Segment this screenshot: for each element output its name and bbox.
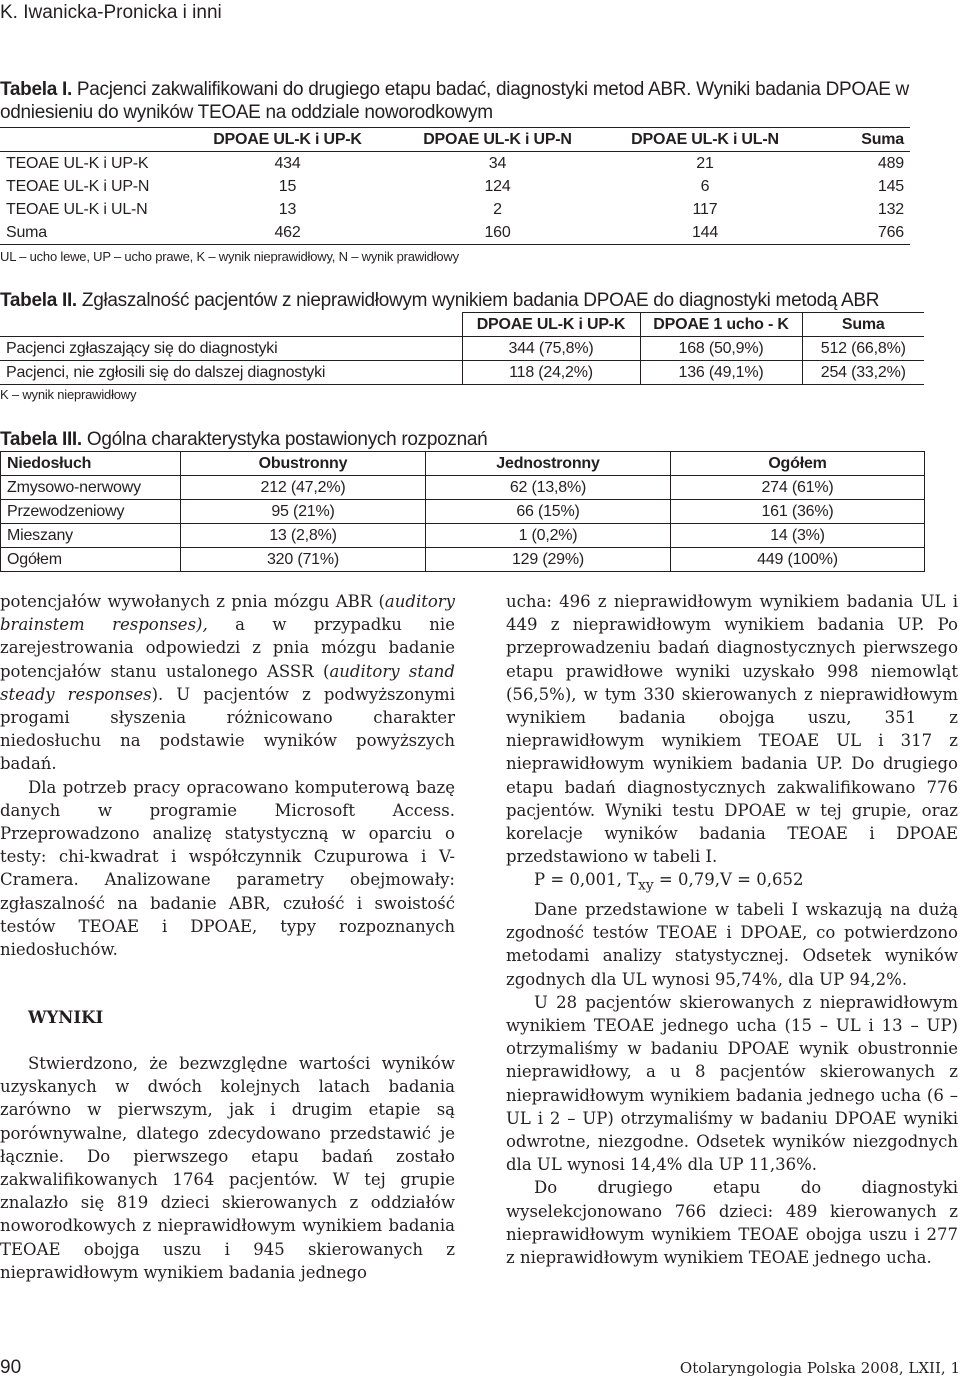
table1-header-cell: Suma — [800, 128, 910, 152]
table2-cell: 254 (33,2%) — [802, 361, 924, 385]
table1 — [0, 127, 910, 245]
text-run-italic: auditory brainstem responses), — [0, 592, 455, 635]
section-heading: WYNIKI — [28, 1008, 104, 1027]
table1-cell: 160 — [385, 221, 610, 245]
paragraph: Dla potrzeb pracy opracowano komputerową bazę danych w programie Microsoft Access. Przeprowadzono analizę statystyczną w oparciu o testy: chi-kwadrat i współczynnik Czupurowa i V-Cramera. Analizowane parametry obejmowały: zgłaszalność na badanie ABR, czułość i swoistość testów TEOAE i DPOAE, typy rozpoznanych niedosłuchów. — [0, 777, 455, 960]
journal-reference: Otolaryngologia Polska 2008, LXII, 1 — [679, 1359, 960, 1377]
table1-header-row — [0, 128, 910, 152]
table2-header-cell — [0, 313, 462, 337]
table1-cell: 144 — [610, 221, 800, 245]
table-row — [0, 198, 910, 221]
table3-header-cell: Jednostronny — [426, 452, 671, 476]
table-row — [0, 152, 910, 176]
table3-caption — [0, 428, 960, 451]
table1-caption — [0, 78, 960, 124]
table3-label: Tabela III. — [0, 429, 82, 450]
table3-header-cell: Ogółem — [671, 452, 925, 476]
table1-label: Tabela I. — [0, 79, 72, 100]
table2-caption-text: Zgłaszalność pacjentów z nieprawidłowym wynikiem badania DPOAE do diagnostyki metodą ABR — [81, 290, 880, 311]
table1-cell: 766 — [800, 221, 910, 245]
paragraph — [0, 590, 455, 776]
table2-cell: 512 (66,8%) — [802, 337, 924, 361]
table1-cell: 124 — [484, 177, 511, 195]
table-row — [0, 361, 924, 385]
table-row — [1, 500, 925, 524]
table3-cell: 212 (47,2%) — [181, 476, 426, 500]
table-row — [0, 221, 910, 245]
table3-header-cell: Obustronny — [181, 452, 426, 476]
table1-cell: 21 — [696, 154, 714, 172]
left-column — [0, 590, 455, 961]
text-run: potencjałów wywołanych z pnia mózgu ABR ( — [0, 592, 385, 611]
table3-cell: Zmysowo-nerwowy — [1, 476, 181, 500]
table-row — [1, 524, 925, 548]
table2-header-cell: DPOAE 1 ucho - K — [640, 313, 802, 337]
table1-cell: 2 — [493, 200, 502, 218]
formula-text: P = 0,001, T — [534, 870, 639, 890]
table2-cell: 168 (50,9%) — [640, 337, 802, 361]
table2-cell: 344 (75,8%) — [462, 337, 640, 361]
text-run: a w przypadku nie zarejestrowania odpowiedzi z pnia mózgu badanie potencjałów stanu ustalonego ASSR ( — [0, 615, 455, 681]
table1-cell: 462 — [190, 221, 385, 245]
running-head: K. Iwanicka-Pronicka i inni — [0, 2, 222, 23]
table3-cell: 13 (2,8%) — [181, 524, 426, 548]
table3-cell: 14 (3%) — [671, 524, 925, 548]
table2-caption — [0, 289, 960, 312]
table2-cell: 118 (24,2%) — [462, 361, 640, 385]
table1-cell: TEOAE UL-K i UP-K — [6, 154, 149, 172]
table2-cell: Pacjenci zgłaszający się do diagnostyki — [0, 337, 462, 361]
table1-cell: TEOAE UL-K i UL-N — [6, 200, 148, 218]
paragraph: Do drugiego etapu do diagnostyki wyselekcjonowano 766 dzieci: 489 kierowanych z nieprawidłowym wynikiem TEOAE obojga uszu i 277 z nieprawidłowym wynikiem TEOAE jednego ucha. — [506, 1178, 958, 1267]
table3 — [0, 451, 925, 572]
paragraph: Stwierdzono, że bezwzględne wartości wyników uzyskanych w dwóch kolejnych latach badania zarówno w pierwszym, jak i drugim etapie są porównywalne, dlatego zdecydowano przedstawić je łącznie. Do pierwszego etapu badań zostało zakwalifikowanych 1764 pacjentów. W tej grupie znalazło się 819 dzieci skierowanych z oddziałów noworodkowych z nieprawidłowym wynikiem badania TEOAE obojga uszu i 945 skierowanych z nieprawidłowym wynikiem badania jednego — [0, 1054, 455, 1282]
table-row — [1, 548, 925, 572]
table3-header-cell: Niedosłuch — [1, 452, 181, 476]
right-column — [506, 590, 958, 1269]
table1-header-cell — [0, 128, 190, 152]
table3-cell: Przewodzeniowy — [1, 500, 181, 524]
table-row — [0, 175, 910, 198]
table2-cell: Pacjenci, nie zgłosili się do dalszej diagnostyki — [0, 361, 462, 385]
table1-cell: 6 — [700, 177, 710, 195]
table3-cell: 95 (21%) — [181, 500, 426, 524]
formula — [506, 868, 958, 898]
table2-header-cell: DPOAE UL-K i UP-K — [462, 313, 640, 337]
table1-cell: 434 — [274, 154, 301, 172]
table3-caption-text: Ogólna charakterystyka postawionych rozpoznań — [86, 429, 488, 450]
table3-cell: 62 (13,8%) — [426, 476, 671, 500]
table-row — [0, 337, 924, 361]
table1-header-cell: DPOAE UL-K i UL-N — [610, 128, 800, 152]
table-row — [1, 476, 925, 500]
paragraph: ucha: 496 z nieprawidłowym wynikiem badania UL i 449 z nieprawidłowym wynikiem badania UP. Po przeprowadzeniu badań diagnostycznych pierwszego etapu prawidłowe wyniki uzyskało 998 niemowląt (56,5%), w tym 330 skierowanych z nieprawidłowym wynikiem badania obojga uszu, 351 z nieprawidłowym wynikiem TEOAE UL i 317 z nieprawidłowym wynikiem badania UP. Do drugiego etapu badań diagnostycznych zakwalifikowano 776 pacjentów. Wyniki testu DPOAE w tej grupie, oraz korelacje wyników badania TEOAE i DPOAE przedstawiono w tabeli I. — [506, 592, 958, 867]
table1-cell: 489 — [877, 154, 904, 172]
table3-cell: Ogółem — [1, 548, 181, 572]
table2-header-row — [0, 313, 924, 337]
formula-subscript: xy — [638, 877, 654, 894]
table1-footnote: UL – ucho lewe, UP – ucho prawe, K – wynik nieprawidłowy, N – wynik prawidłowy — [0, 249, 459, 264]
table1-cell: 15 — [278, 177, 297, 195]
table2-footnote: K – wynik nieprawidłowy — [0, 387, 137, 402]
table2-header-cell: Suma — [802, 313, 924, 337]
table3-header-row — [1, 452, 925, 476]
table3-cell: Mieszany — [1, 524, 181, 548]
table3-cell: 1 (0,2%) — [426, 524, 671, 548]
text-run: ). U pacjentów z podwyższonymi progami słyszenia różnicowano charakter niedosłuchu na podstawie wyników powyższych badań. — [0, 684, 455, 774]
paragraph: Dane przedstawione w tabeli I wskazują na dużą zgodność testów TEOAE i DPOAE, co potwierdzono metodami analizy statystycznej. Odsetek wyników zgodnych dla UL wynosi 95,74%, dla UP 94,2%. — [506, 899, 958, 989]
table3-cell: 66 (15%) — [426, 500, 671, 524]
table1-cell: 117 — [692, 200, 718, 218]
table1-cell: 132 — [877, 200, 904, 218]
table1-header-cell: DPOAE UL-K i UP-K — [190, 128, 385, 152]
table3-cell: 320 (71%) — [181, 548, 426, 572]
table1-cell: Suma — [0, 221, 190, 245]
table2 — [0, 312, 924, 385]
table2-cell: 136 (49,1%) — [640, 361, 802, 385]
table1-cell: 145 — [877, 177, 904, 195]
table3-cell: 449 (100%) — [671, 548, 925, 572]
paragraph: U 28 pacjentów skierowanych z nieprawidłowym wynikiem TEOAE jednego ucha (15 – UL i 13 – UP) otrzymaliśmy w badaniu DPOAE wynik obustronnie nieprawidłowy, a u 8 pacjentów skierowanych z nieprawidłowym wynikiem badania jednego ucha (6 – UL i 2 – UP) otrzymaliśmy w badaniu DPOAE wyniki odwrotne, niezgodne. Odsetek wyników niezgodnych dla UL wynosi 14,4% dla UP 11,36%. — [506, 992, 958, 1175]
table1-caption-text: Pacjenci zakwalifikowani do drugiego etapu badać, diagnostyki metod ABR. Wyniki badania DPOAE w odniesieniu do wyników TEOAE na oddziale noworodkowym — [0, 79, 909, 123]
table2-label: Tabela II. — [0, 290, 77, 311]
left-column-results — [0, 1052, 455, 1284]
text-run-italic: auditory stand steady responses — [0, 661, 455, 704]
table3-cell: 161 (36%) — [671, 500, 925, 524]
table3-cell: 129 (29%) — [426, 548, 671, 572]
table1-cell: 13 — [278, 200, 297, 218]
formula-text: = 0,79,V = 0,652 — [653, 870, 804, 890]
table3-cell: 274 (61%) — [671, 476, 925, 500]
table1-cell: 34 — [488, 154, 507, 172]
page-number: 90 — [0, 1357, 22, 1378]
table1-header-cell: DPOAE UL-K i UP-N — [385, 128, 610, 152]
table1-cell: TEOAE UL-K i UP-N — [6, 177, 150, 195]
